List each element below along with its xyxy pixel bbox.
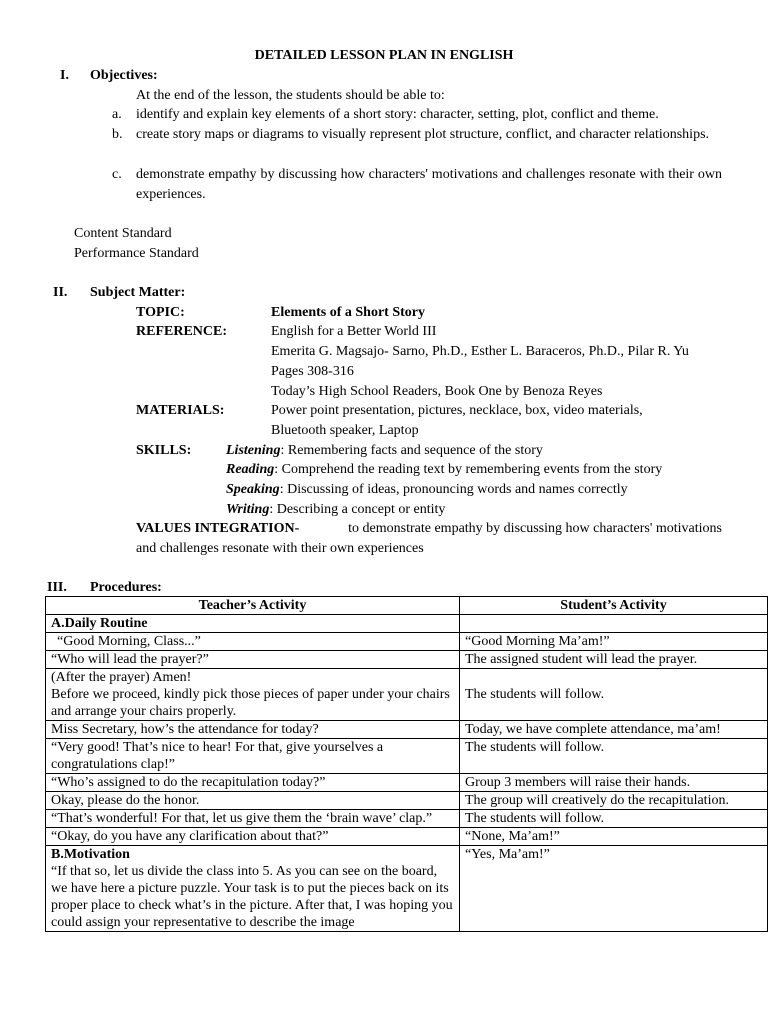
content-standard-label: Content Standard [74, 226, 172, 241]
reference-line-2: Emerita G. Magsajo- Sarno, Ph.D., Esther L. Baraceros, Ph.D., Pilar R. Yu [271, 344, 689, 359]
teacher-cell: “Very good! That’s nice to hear! For that, give yourselves a congratulations clap!” [46, 739, 460, 774]
student-cell: The students will follow. [460, 739, 768, 774]
student-cell: Group 3 members will raise their hands. [460, 774, 768, 792]
skill-reading [226, 460, 662, 480]
student-cell: The students will follow. [460, 669, 768, 721]
reference-line-3: Pages 308-316 [271, 364, 354, 379]
section-numeral-objectives: I. [60, 68, 69, 83]
performance-standard-label: Performance Standard [74, 246, 199, 261]
skills-label: SKILLS: [136, 443, 192, 458]
student-cell: Today, we have complete attendance, ma’am! [460, 721, 768, 739]
objectives-heading: Objectives: [90, 68, 158, 83]
table-row [46, 739, 768, 774]
skill-name: Listening [226, 443, 281, 458]
section-numeral-subject: II. [53, 285, 68, 300]
teacher-cell: “Who’s assigned to do the recapitulation today?” [46, 774, 460, 792]
objective-item-b: create story maps or diagrams to visually represent plot structure, conflict, and character relationships. [136, 127, 710, 142]
skill-writing [226, 500, 445, 520]
table-row [46, 846, 768, 932]
skill-listening [226, 441, 543, 461]
skill-speaking [226, 480, 628, 500]
objective-marker-c: c. [112, 167, 122, 182]
table-row [46, 633, 768, 651]
student-cell: “Good Morning Ma’am!” [460, 633, 768, 651]
subject-matter-heading: Subject Matter: [90, 285, 186, 300]
teacher-cell: “That’s wonderful! For that, let us give them the ‘brain wave’ clap.” [46, 810, 460, 828]
topic-value: Elements of a Short Story [271, 305, 425, 320]
objective-marker-b: b. [112, 127, 123, 142]
reference-line-1: English for a Better World III [271, 324, 437, 339]
materials-line-2: Bluetooth speaker, Laptop [271, 423, 419, 438]
table-row [46, 792, 768, 810]
values-integration-label: VALUES INTEGRATION- [136, 521, 300, 536]
empty-cell [460, 615, 768, 633]
section-motivation: B.Motivation [51, 847, 130, 862]
reference-label: REFERENCE: [136, 324, 228, 339]
skill-desc: : Remembering facts and sequence of the story [280, 443, 543, 458]
materials-line-1: Power point presentation, pictures, necklace, box, video materials, [271, 403, 643, 418]
values-integration-text: to demonstrate empathy by discussing how characters' motivations [348, 521, 722, 536]
skill-desc: : Describing a concept or entity [269, 502, 446, 517]
student-cell: “None, Ma’am!” [460, 828, 768, 846]
reference-line-4: Today’s High School Readers, Book One by Benoza Reyes [271, 384, 603, 399]
topic-label: TOPIC: [136, 305, 185, 320]
values-integration-text-2: and challenges resonate with their own experiences [136, 541, 424, 556]
skill-desc: : Discussing of ideas, pronouncing words and names correctly [279, 482, 628, 497]
skill-name: Reading [226, 462, 275, 477]
objective-marker-a: a. [112, 107, 122, 122]
teacher-cell: Miss Secretary, how’s the attendance for today? [46, 721, 460, 739]
teacher-cell: Okay, please do the honor. [46, 792, 460, 810]
section-daily-routine: A.Daily Routine [46, 615, 460, 633]
column-header-teacher: Teacher’s Activity [46, 597, 460, 615]
table-row [46, 651, 768, 669]
table-row [46, 828, 768, 846]
column-header-student: Student’s Activity [460, 597, 768, 615]
table-row [46, 721, 768, 739]
table-row [46, 669, 768, 721]
student-cell: The assigned student will lead the prayer. [460, 651, 768, 669]
objectives-intro: At the end of the lesson, the students should be able to: [136, 88, 445, 103]
objective-item-a: identify and explain key elements of a short story: character, setting, plot, conflict and theme. [136, 107, 659, 122]
skill-name: Writing [226, 502, 270, 517]
document-title: DETAILED LESSON PLAN IN ENGLISH [254, 48, 514, 63]
student-cell: “Yes, Ma’am!” [460, 846, 768, 932]
teacher-cell: “Okay, do you have any clarification about that?” [46, 828, 460, 846]
teacher-cell: (After the prayer) Amen! Before we proceed, kindly pick those pieces of paper under your chairs and arrange your chairs properly. [46, 669, 460, 721]
student-cell: The students will follow. [460, 810, 768, 828]
materials-label: MATERIALS: [136, 403, 225, 418]
procedures-table [45, 596, 768, 932]
skill-name: Speaking [226, 482, 280, 497]
section-numeral-procedures: III. [47, 580, 67, 595]
skill-desc: : Comprehend the reading text by remembering events from the story [274, 462, 663, 477]
motivation-text: “If that so, let us divide the class into 5. As you can see on the board, we have here a picture puzzle. Your task is to put the pieces back on its proper place to check what’s in the picture. After that, I was hoping you could assign your representative to describe the image [51, 864, 453, 930]
values-integration-line [136, 519, 722, 539]
student-cell: The group will creatively do the recapitulation. [460, 792, 768, 810]
objective-item-c: demonstrate empathy by discussing how characters' motivations and challenges resonate with their own experiences. [136, 167, 722, 202]
procedures-heading: Procedures: [90, 580, 162, 595]
table-row [46, 774, 768, 792]
teacher-cell: “Good Morning, Class...” [46, 633, 460, 651]
teacher-cell: “Who will lead the prayer?” [46, 651, 460, 669]
table-row [46, 810, 768, 828]
motivation-cell [46, 846, 460, 932]
